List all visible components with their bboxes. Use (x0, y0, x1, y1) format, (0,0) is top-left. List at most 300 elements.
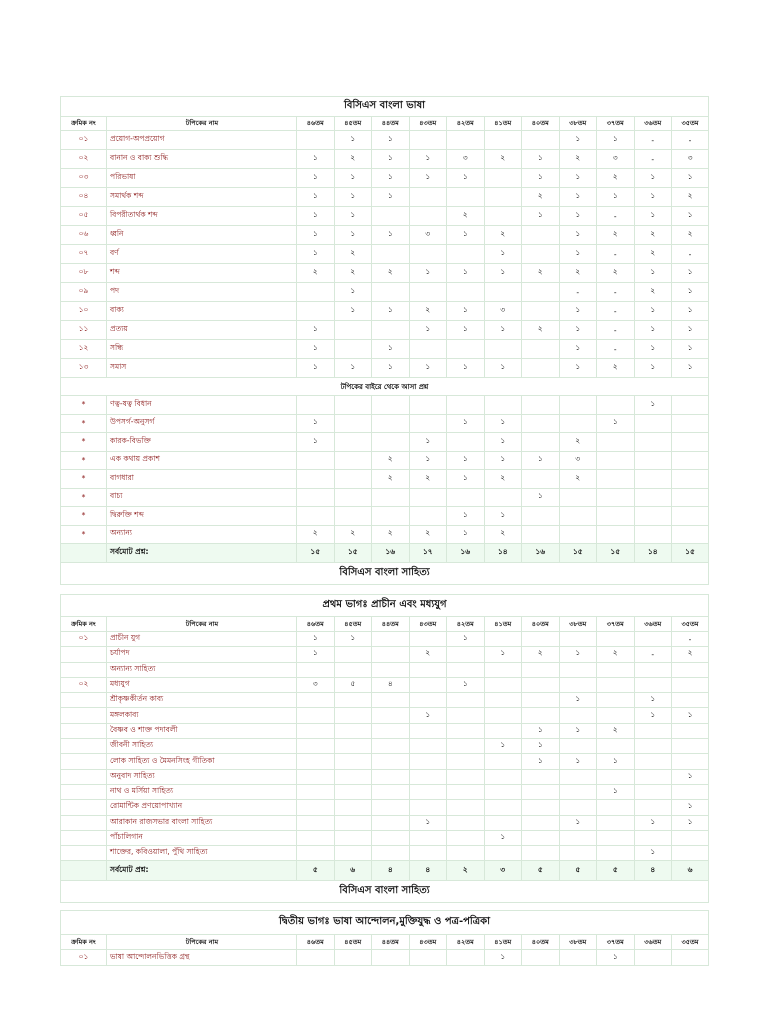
topic-cell: মঙ্গলকাব্য (107, 708, 297, 723)
count-cell: ২ (409, 302, 447, 321)
serial-cell (61, 723, 107, 738)
topic-cell: সমাস (107, 359, 297, 378)
count-cell (409, 283, 447, 302)
count-cell (597, 693, 635, 708)
count-cell: ১ (522, 451, 560, 470)
total-row (61, 544, 709, 563)
count-cell (447, 693, 485, 708)
count-cell: ২ (522, 647, 560, 662)
count-cell: ১ (634, 207, 672, 226)
count-cell: ১ (334, 188, 372, 207)
count-cell (522, 131, 560, 150)
count-cell: ৩ (447, 150, 485, 169)
count-cell (597, 488, 635, 507)
table-row (61, 830, 709, 845)
count-cell (559, 662, 597, 677)
bcs-column-header: ৩৫তম (672, 935, 709, 950)
topic-cell: পাঁচালিগান (107, 830, 297, 845)
table-row (61, 169, 709, 188)
bcs-column-header: ৪৬তম (297, 117, 335, 131)
count-cell (634, 830, 672, 845)
bcs-column-header: ৪৫তম (334, 935, 372, 950)
table-row (61, 207, 709, 226)
table-row (61, 245, 709, 264)
count-cell (634, 507, 672, 526)
count-cell (484, 815, 522, 830)
count-cell (447, 131, 485, 150)
serial-header: ক্রমিক নং (61, 935, 107, 950)
count-cell (484, 169, 522, 188)
count-cell (297, 846, 335, 861)
bcs-column-header: ৪৩তম (409, 935, 447, 950)
count-cell (409, 245, 447, 264)
count-cell (297, 488, 335, 507)
count-cell (372, 815, 410, 830)
count-cell: ৩ (297, 677, 335, 692)
count-cell: ১ (484, 950, 522, 966)
topic-cell: ভাষা আন্দোলনভিত্তিক গ্রন্থ (107, 950, 297, 966)
count-cell (372, 488, 410, 507)
count-cell (522, 784, 560, 799)
count-cell (297, 723, 335, 738)
table-row (61, 321, 709, 340)
total-cell: ২ (447, 861, 485, 881)
count-cell (522, 693, 560, 708)
count-cell: ১ (297, 245, 335, 264)
serial-cell: ০৭ (61, 245, 107, 264)
total-cell: ৫ (522, 861, 560, 881)
serial-cell: ০৩ (61, 169, 107, 188)
count-cell (672, 396, 709, 415)
count-cell (297, 302, 335, 321)
count-cell (447, 800, 485, 815)
count-cell (597, 662, 635, 677)
serial-cell: ১৩ (61, 359, 107, 378)
topic-cell: অনুবাদ সাহিত্য (107, 769, 297, 784)
count-cell: ১ (634, 359, 672, 378)
bcs-column-header: ৪১তম (484, 617, 522, 632)
count-cell (297, 800, 335, 815)
serial-cell (61, 830, 107, 845)
count-cell: ২ (372, 264, 410, 283)
count-cell: ১ (672, 708, 709, 723)
count-cell (522, 283, 560, 302)
table-row (61, 525, 709, 544)
count-cell: ১ (559, 302, 597, 321)
count-cell: ১ (372, 226, 410, 245)
count-cell (447, 784, 485, 799)
count-cell (372, 769, 410, 784)
count-cell (559, 846, 597, 861)
count-cell (672, 723, 709, 738)
count-cell: ১ (334, 302, 372, 321)
table-row (61, 414, 709, 433)
count-cell: ২ (522, 321, 560, 340)
count-cell: ২ (372, 525, 410, 544)
total-cell: ১৫ (297, 544, 335, 563)
count-cell (484, 784, 522, 799)
table-row (61, 507, 709, 526)
count-cell: ২ (334, 245, 372, 264)
bcs-column-header: ৩৫তম (672, 117, 709, 131)
count-cell (297, 754, 335, 769)
table-row (61, 470, 709, 489)
count-cell (447, 830, 485, 845)
count-cell (634, 950, 672, 966)
serial-cell (61, 754, 107, 769)
count-cell: ১ (672, 264, 709, 283)
serial-cell: ১১ (61, 321, 107, 340)
topic-cell: চর্যাপদ (107, 647, 297, 662)
count-cell (372, 800, 410, 815)
count-cell: ১ (297, 150, 335, 169)
topic-header: টপিকের নাম (107, 617, 297, 632)
count-cell (522, 800, 560, 815)
total-cell: ৫ (597, 861, 635, 881)
count-cell (409, 207, 447, 226)
count-cell (409, 488, 447, 507)
count-cell (522, 245, 560, 264)
count-cell (597, 632, 635, 647)
table-row (61, 226, 709, 245)
table-row (61, 302, 709, 321)
topic-cell: শব্দ (107, 264, 297, 283)
count-cell: ১ (559, 207, 597, 226)
count-cell: ২ (484, 470, 522, 489)
count-cell (559, 830, 597, 845)
count-cell (522, 470, 560, 489)
serial-cell: ১২ (61, 340, 107, 359)
count-cell (447, 662, 485, 677)
bcs-column-header: ৪৪তম (372, 617, 410, 632)
count-cell: ১ (409, 321, 447, 340)
bcs-column-header: ৩৭তম (597, 935, 635, 950)
count-cell (372, 207, 410, 226)
count-cell: ২ (597, 264, 635, 283)
count-cell (484, 708, 522, 723)
count-cell (297, 396, 335, 415)
serial-cell: ০১ (61, 632, 107, 647)
count-cell (409, 754, 447, 769)
topic-cell: ধ্বনি (107, 226, 297, 245)
count-cell (297, 507, 335, 526)
count-cell (447, 950, 485, 966)
table-row (61, 950, 709, 966)
serial-cell (61, 739, 107, 754)
count-cell (297, 815, 335, 830)
count-cell: ১ (297, 632, 335, 647)
count-cell: ২ (409, 470, 447, 489)
count-cell (334, 470, 372, 489)
count-cell (447, 815, 485, 830)
serial-cell: ০৫ (61, 207, 107, 226)
count-cell (522, 226, 560, 245)
count-cell (672, 846, 709, 861)
count-cell (672, 754, 709, 769)
count-cell: ২ (597, 359, 635, 378)
serial-cell: ০২ (61, 677, 107, 692)
total-cell: ৬ (672, 861, 709, 881)
count-cell (409, 723, 447, 738)
total-row (61, 861, 709, 881)
count-cell: ১ (672, 169, 709, 188)
count-cell: ২ (484, 150, 522, 169)
bcs-column-header: ৪২তম (447, 935, 485, 950)
serial-cell: * (61, 433, 107, 452)
bcs-column-header: ৪০তম (522, 117, 560, 131)
count-cell (334, 769, 372, 784)
bcs-column-header: ৩৭তম (597, 617, 635, 632)
table-row (61, 396, 709, 415)
total-cell (61, 544, 107, 563)
topic-cell: সন্ধি (107, 340, 297, 359)
count-cell (334, 723, 372, 738)
count-cell: ১ (447, 414, 485, 433)
serial-header: ক্রমিক নং (61, 617, 107, 632)
count-cell: ১ (634, 846, 672, 861)
count-cell (522, 846, 560, 861)
count-cell (334, 693, 372, 708)
count-cell (559, 950, 597, 966)
count-cell: ১ (447, 302, 485, 321)
count-cell (672, 784, 709, 799)
topic-cell: সমার্থক শব্দ (107, 188, 297, 207)
count-cell: ১ (484, 433, 522, 452)
count-cell: ২ (672, 647, 709, 662)
count-cell (372, 754, 410, 769)
count-cell (522, 708, 560, 723)
topic-cell: নাথ ও মর্সিয়া সাহিত্য (107, 784, 297, 799)
count-cell: - (597, 207, 635, 226)
table-row (61, 708, 709, 723)
total-cell: ১৬ (522, 544, 560, 563)
table-row (61, 632, 709, 647)
topic-cell: শাক্তের, কবিওয়ালা, পুঁথি সাহিত্য (107, 846, 297, 861)
count-cell: ১ (334, 226, 372, 245)
count-cell: - (672, 131, 709, 150)
serial-cell: ০২ (61, 150, 107, 169)
topic-cell: বর্ণ (107, 245, 297, 264)
outside-topics-heading-row (61, 378, 709, 396)
count-cell: ১ (484, 414, 522, 433)
table-row (61, 433, 709, 452)
serial-cell: ০১ (61, 950, 107, 966)
count-cell (597, 739, 635, 754)
table-row (61, 188, 709, 207)
count-cell: ১ (334, 283, 372, 302)
serial-cell (61, 647, 107, 662)
count-cell (334, 647, 372, 662)
count-cell (484, 396, 522, 415)
count-cell: ১ (447, 169, 485, 188)
count-cell: ১ (597, 950, 635, 966)
count-cell (447, 340, 485, 359)
count-cell: ২ (372, 470, 410, 489)
count-cell (409, 739, 447, 754)
bcs-column-header: ৩৮তম (559, 617, 597, 632)
count-cell: ১ (297, 188, 335, 207)
count-cell (597, 433, 635, 452)
topic-header: টপিকের নাম (107, 935, 297, 950)
count-cell (634, 769, 672, 784)
count-cell (597, 396, 635, 415)
table-row (61, 359, 709, 378)
count-cell: - (597, 245, 635, 264)
count-cell: ১ (672, 283, 709, 302)
topic-cell: বাচ্য (107, 488, 297, 507)
section1-title-row (61, 97, 709, 117)
total-label: সর্বমোট প্রশ্ন: (107, 544, 297, 563)
count-cell (372, 693, 410, 708)
total-cell: ৪ (634, 861, 672, 881)
count-cell: ১ (484, 264, 522, 283)
count-cell (447, 396, 485, 415)
count-cell (522, 815, 560, 830)
count-cell: ১ (597, 188, 635, 207)
count-cell: ২ (334, 264, 372, 283)
serial-cell: ০৬ (61, 226, 107, 245)
count-cell: ২ (559, 470, 597, 489)
topic-cell: বাগধারা (107, 470, 297, 489)
count-cell: ১ (447, 451, 485, 470)
bcs-column-header: ৪৩তম (409, 617, 447, 632)
count-cell (372, 321, 410, 340)
bcs-column-header: ৩৮তম (559, 935, 597, 950)
count-cell (522, 677, 560, 692)
total-cell: ৪ (409, 861, 447, 881)
count-cell: ১ (672, 340, 709, 359)
count-cell: ১ (672, 207, 709, 226)
count-cell (484, 662, 522, 677)
count-cell: ১ (409, 150, 447, 169)
topic-cell: বৈষ্ণব ও শাক্ত পদাবলী (107, 723, 297, 738)
count-cell: ১ (297, 414, 335, 433)
count-cell (297, 283, 335, 302)
topic-cell: এক কথায় প্রকাশ (107, 451, 297, 470)
count-cell: ২ (484, 226, 522, 245)
count-cell (484, 131, 522, 150)
count-cell: ১ (447, 525, 485, 544)
count-cell: ১ (597, 131, 635, 150)
total-label: সর্বমোট প্রশ্ন: (107, 861, 297, 881)
topic-cell: বানান ও বাক্য শুদ্ধি (107, 150, 297, 169)
count-cell (597, 846, 635, 861)
count-cell: ১ (634, 264, 672, 283)
count-cell: ১ (559, 693, 597, 708)
topic-cell: বাক্য (107, 302, 297, 321)
section2-subtitle: প্রথম ভাগঃ প্রাচীন এবং মধ্যযুগ (61, 595, 709, 617)
count-cell (372, 739, 410, 754)
total-cell: ১৫ (597, 544, 635, 563)
count-cell (409, 677, 447, 692)
count-cell (409, 340, 447, 359)
count-cell (634, 677, 672, 692)
count-cell: ১ (634, 708, 672, 723)
count-cell (334, 800, 372, 815)
syllabus-sheet (60, 96, 708, 966)
count-cell: - (634, 131, 672, 150)
count-cell (597, 451, 635, 470)
count-cell: ১ (559, 321, 597, 340)
section3-title-row (61, 881, 709, 903)
count-cell (334, 414, 372, 433)
topic-cell: অন্যান্য (107, 525, 297, 544)
count-cell: ১ (334, 207, 372, 226)
count-cell (297, 662, 335, 677)
bcs-column-header: ৪৫তম (334, 117, 372, 131)
count-cell: ১ (409, 169, 447, 188)
topic-cell: আরাকান রাজসভার বাংলা সাহিত্য (107, 815, 297, 830)
spacer-row (61, 903, 709, 911)
count-cell: ১ (409, 359, 447, 378)
count-cell (297, 830, 335, 845)
spacer-cell (61, 585, 709, 595)
count-cell (334, 815, 372, 830)
count-cell (672, 451, 709, 470)
count-cell: ১ (484, 451, 522, 470)
count-cell (484, 846, 522, 861)
count-cell (297, 950, 335, 966)
count-cell: ১ (447, 470, 485, 489)
count-cell: ৩ (484, 302, 522, 321)
count-cell (372, 846, 410, 861)
count-cell (447, 708, 485, 723)
count-cell: ১ (297, 359, 335, 378)
count-cell: ১ (447, 264, 485, 283)
topic-cell: লোক সাহিত্য ও মৈমনসিংহ গীতিকা (107, 754, 297, 769)
table-row (61, 131, 709, 150)
count-cell: ১ (597, 754, 635, 769)
count-cell: ১ (484, 359, 522, 378)
count-cell (559, 396, 597, 415)
count-cell (297, 739, 335, 754)
count-cell (559, 632, 597, 647)
table-row (61, 264, 709, 283)
count-cell (297, 784, 335, 799)
count-cell: ২ (559, 433, 597, 452)
count-cell (522, 830, 560, 845)
count-cell (334, 739, 372, 754)
count-cell (559, 739, 597, 754)
count-cell: ২ (597, 723, 635, 738)
count-cell: ২ (597, 226, 635, 245)
count-cell (634, 800, 672, 815)
count-cell (334, 507, 372, 526)
count-cell (672, 739, 709, 754)
section3-subtitle: দ্বিতীয় ভাগঃ ভাষা আন্দোলন,মুক্তিযুদ্ধ ও পত্র-পত্রিকা (61, 911, 709, 935)
spacer-cell (61, 903, 709, 911)
section2-title-row (61, 563, 709, 585)
count-cell: ১ (372, 131, 410, 150)
count-cell: ১ (372, 188, 410, 207)
count-cell (522, 525, 560, 544)
count-cell: ২ (409, 525, 447, 544)
count-cell: ১ (597, 784, 635, 799)
count-cell (522, 396, 560, 415)
count-cell (634, 784, 672, 799)
count-cell (559, 708, 597, 723)
count-cell (297, 693, 335, 708)
count-cell (372, 830, 410, 845)
count-cell (447, 283, 485, 302)
count-cell (484, 693, 522, 708)
count-cell: ২ (447, 207, 485, 226)
table-row (61, 662, 709, 677)
total-cell: ১৪ (634, 544, 672, 563)
serial-cell: * (61, 470, 107, 489)
count-cell: ১ (372, 150, 410, 169)
count-cell: ১ (409, 815, 447, 830)
